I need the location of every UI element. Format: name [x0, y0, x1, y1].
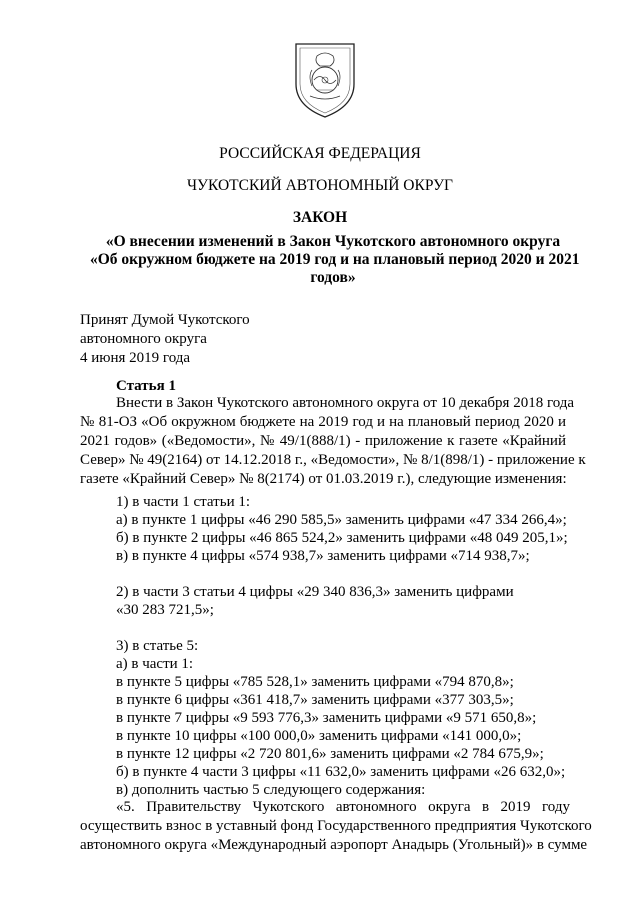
intro-line: Внести в Закон Чукотского автономного округа от 10 декабря 2018 года: [116, 395, 575, 411]
adoption-info: [80, 311, 250, 368]
intro-line: № 81-ОЗ «Об окружном бюджете на 2019 год и на плановый период 2020 и: [80, 414, 566, 430]
amendments-list: [116, 493, 566, 799]
amendment-line: в пункте 7 цифры «9 593 776,3» заменить цифрами «9 571 650,8»;: [116, 710, 537, 726]
intro-line: газете «Крайний Север» № 8(2174) от 01.03.2019 г.), следующие изменения:: [80, 471, 567, 487]
amendment-line: «30 283 721,5»;: [116, 602, 214, 618]
adoption-date: 4 июня 2019 года: [80, 350, 191, 366]
article-intro: [80, 394, 586, 489]
law-title-line: «Об окружном бюджете на 2019 год и на плановый период 2020 и 2021: [90, 251, 580, 268]
part-5-line: автономного округа «Международный аэропорт Анадырь (Угольный)» в сумме: [80, 837, 588, 853]
amendment-line: в) в пункте 4 цифры «574 938,7» заменить цифрами «714 938,7»;: [116, 548, 530, 564]
amendment-line: в) дополнить частью 5 следующего содержания:: [116, 782, 426, 798]
intro-line: Север» № 49(2164) от 14.12.2018 г., «Ведомости», № 8/1(898/1) - приложение к: [80, 452, 586, 468]
article-heading: Статья 1: [116, 378, 176, 394]
amendment-line: а) в части 1:: [116, 656, 194, 672]
law-title-line: «О внесении изменений в Закон Чукотского автономного округа: [105, 233, 561, 250]
amendment-item-1-heading: 1) в части 1 статьи 1:: [116, 494, 251, 510]
country-heading: РОССИЙСКАЯ ФЕДЕРАЦИЯ: [219, 145, 421, 162]
amendment-line: в пункте 5 цифры «785 528,1» заменить цифрами «794 870,8»;: [116, 674, 514, 690]
amendment-line: б) в пункте 4 части 3 цифры «11 632,0» заменить цифрами «26 632,0»;: [116, 764, 566, 780]
adoption-line: Принят Думой Чукотского: [80, 312, 250, 328]
law-title: [90, 233, 580, 287]
part-5-line: «5. Правительству Чукотского автономного округа в 2019 году: [116, 799, 570, 815]
amendment-line: б) в пункте 2 цифры «46 865 524,2» заменить цифрами «48 049 205,1»;: [116, 530, 568, 546]
coat-of-arms-icon: [290, 40, 360, 120]
amendment-item-3-heading: 3) в статье 5:: [116, 638, 199, 654]
law-title-line: годов»: [310, 269, 356, 286]
part-5-line: осуществить взнос в уставный фонд Государственного предприятия Чукотского: [80, 818, 592, 834]
adoption-line: автономного округа: [80, 331, 207, 347]
region-heading: ЧУКОТСКИЙ АВТОНОМНЫЙ ОКРУГ: [186, 177, 454, 194]
amendment-line: в пункте 6 цифры «361 418,7» заменить цифрами «377 303,5»;: [116, 692, 514, 708]
amendment-line: а) в пункте 1 цифры «46 290 585,5» заменить цифрами «47 334 266,4»;: [116, 512, 567, 528]
amendment-line: в пункте 12 цифры «2 720 801,6» заменить цифрами «2 784 675,9»;: [116, 746, 544, 762]
amendment-line: в пункте 10 цифры «100 000,0» заменить цифрами «141 000,0»;: [116, 728, 522, 744]
amendment-item-2: 2) в части 3 статьи 4 цифры «29 340 836,3» заменить цифрами: [116, 584, 514, 600]
doc-type-heading: ЗАКОН: [292, 209, 348, 226]
intro-line: 2021 годов» («Ведомости», № 49/1(888/1) - приложение к газете «Крайний: [80, 433, 566, 449]
part-5-text: [80, 798, 592, 855]
